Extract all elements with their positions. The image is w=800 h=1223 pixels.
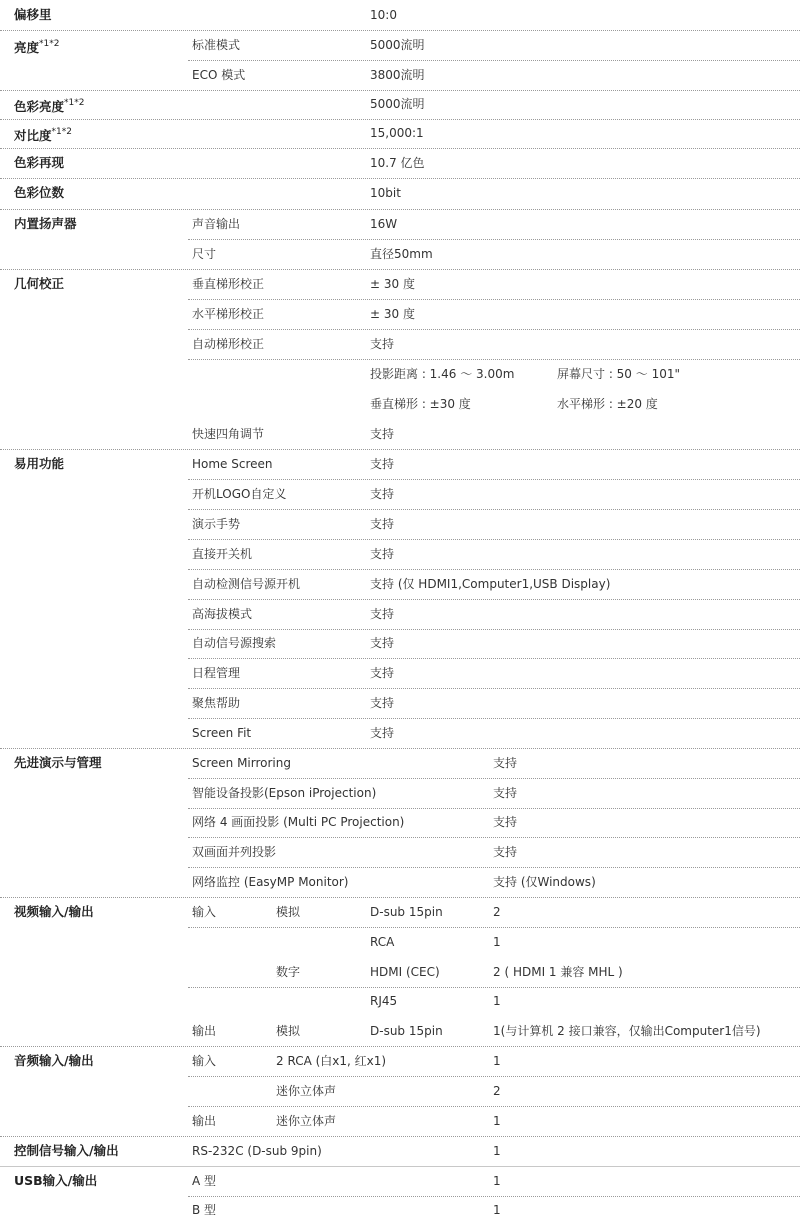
category-label [14, 456, 64, 472]
sub-item-label: 2 RCA (白x1, 红x1) [276, 1054, 387, 1068]
category-text: 易用功能 [14, 456, 65, 471]
item-label: 高海拔模式 [192, 607, 253, 621]
item-label: ECO 模式 [192, 68, 246, 82]
spec-value: 1 [493, 1203, 501, 1217]
spec-value: 支持 [493, 815, 518, 829]
category-label [14, 1053, 94, 1069]
sub-row-divider [188, 688, 800, 689]
category-label [14, 276, 64, 292]
item-label: A 型 [192, 1174, 217, 1188]
sub-item-label: 数字 [276, 965, 301, 979]
spec-value: D-sub 15pin [370, 905, 443, 919]
spec-value: 屏幕尺寸 : 50 ～ 101" [557, 367, 680, 381]
spec-value: 1(与计算机 2 接口兼容，仅输出Computer1信号) [493, 1024, 761, 1038]
row-divider [0, 1136, 800, 1137]
sub-row-divider [188, 1076, 800, 1077]
spec-value: 2 [493, 1084, 501, 1098]
spec-value: ± 30 度 [370, 307, 415, 321]
row-divider [0, 269, 800, 270]
row-divider [0, 897, 800, 898]
sub-row-divider [188, 239, 800, 240]
sub-row-divider [188, 867, 800, 868]
item-label: 网络 4 画面投影 (Multi PC Projection) [192, 815, 405, 829]
item-label: Screen Mirroring [192, 756, 291, 770]
spec-value: 支持 [370, 487, 395, 501]
category-label [14, 904, 94, 920]
row-divider [0, 178, 800, 179]
sub-row-divider [188, 808, 800, 809]
category-label [14, 1143, 119, 1159]
category-label [14, 155, 64, 171]
sub-item-label: 迷你立体声 [276, 1114, 337, 1128]
spec-value: 直径50mm [370, 247, 433, 261]
sub-row-divider [188, 569, 800, 570]
category-text: 音频输入/输出 [14, 1053, 94, 1068]
item-label: 开机LOGO自定义 [192, 487, 287, 501]
sub-row-divider [188, 329, 800, 330]
category-text: 内置扬声器 [14, 216, 77, 231]
category-text: 视频输入/输出 [14, 904, 94, 919]
item-label: 演示手势 [192, 517, 241, 531]
item-label: Home Screen [192, 457, 273, 471]
spec-value: 5000流明 [370, 38, 425, 52]
sub-row-divider [188, 299, 800, 300]
row-divider [0, 119, 800, 120]
spec-value: 1 [493, 1114, 501, 1128]
category-text: 几何校正 [14, 276, 65, 291]
item-label: 尺寸 [192, 247, 217, 261]
spec-value: 5000流明 [370, 97, 425, 111]
spec-value: 2 [493, 905, 501, 919]
item-label: 输出 [192, 1114, 217, 1128]
spec-value: 支持 (仅 HDMI1,Computer1,USB Display) [370, 577, 611, 591]
row-divider [0, 209, 800, 210]
sub-row-divider [188, 539, 800, 540]
category-text: 色彩位数 [14, 185, 65, 200]
item-label: 自动信号源搜索 [192, 636, 277, 650]
spec-value: 1 [493, 1144, 501, 1158]
item-label: 双画面并列投影 [192, 845, 277, 859]
category-text: 偏移里 [14, 7, 52, 22]
row-divider [0, 30, 800, 31]
category-label [14, 185, 64, 201]
spec-value: 2 ( HDMI 1 兼容 MHL ) [493, 965, 623, 979]
spec-value: ± 30 度 [370, 277, 415, 291]
sub-row-divider [188, 778, 800, 779]
spec-value: 支持 [493, 756, 518, 770]
category-label [14, 755, 102, 771]
spec-value: HDMI (CEC) [370, 965, 440, 979]
spec-value: 水平梯形 : ±20 度 [557, 397, 658, 411]
sub-row-divider [188, 658, 800, 659]
spec-value: 支持 [370, 457, 395, 471]
spec-value: 1 [493, 1174, 501, 1188]
sub-row-divider [188, 359, 800, 360]
sub-row-divider [188, 927, 800, 928]
spec-value: 垂直梯形 : ±30 度 [370, 397, 471, 411]
sub-row-divider [188, 718, 800, 719]
row-divider [0, 1046, 800, 1047]
spec-value: 3800流明 [370, 68, 425, 82]
category-text: USB输入/输出 [14, 1173, 98, 1188]
sub-row-divider [188, 60, 800, 61]
sub-row-divider [188, 1196, 800, 1197]
item-label: 快速四角调节 [192, 427, 265, 441]
sub-row-divider [188, 599, 800, 600]
category-label [14, 1173, 97, 1189]
item-label: 输入 [192, 1054, 217, 1068]
spec-value: 16W [370, 217, 398, 231]
sub-row-divider [188, 1106, 800, 1107]
category-text: 对比度 [14, 128, 52, 144]
category-label [14, 37, 59, 56]
spec-value: 支持 [370, 547, 395, 561]
category-label [14, 96, 84, 115]
category-text: 控制信号输入/输出 [14, 1143, 119, 1158]
item-label: 自动梯形校正 [192, 337, 265, 351]
sub-row-divider [188, 479, 800, 480]
spec-value: 投影距离 : 1.46 ～ 3.00m [370, 367, 515, 381]
item-label: 输出 [192, 1024, 217, 1038]
spec-value: 1 [493, 994, 501, 1008]
spec-value: 1 [493, 1054, 501, 1068]
item-label: 聚焦帮助 [192, 696, 241, 710]
spec-value: 支持 [370, 427, 395, 441]
row-divider [0, 1166, 800, 1167]
sub-row-divider [188, 629, 800, 630]
category-text: 亮度 [14, 40, 40, 56]
spec-value: 支持 [370, 607, 395, 621]
category-text: 先进演示与管理 [14, 755, 102, 770]
spec-value: 支持 [370, 517, 395, 531]
sub-row-divider [188, 987, 800, 988]
spec-value: 支持 (仅Windows) [493, 875, 596, 889]
item-label: 网络监控 (EasyMP Monitor) [192, 875, 349, 889]
category-text: 色彩再现 [14, 155, 65, 170]
spec-value: D-sub 15pin [370, 1024, 443, 1038]
item-label: 水平梯形校正 [192, 307, 265, 321]
spec-value: 支持 [370, 696, 395, 710]
spec-value: 10bit [370, 186, 401, 200]
footnote-marker: *1*2 [39, 39, 60, 49]
item-label: 声音输出 [192, 217, 241, 231]
item-label: 自动检测信号源开机 [192, 577, 301, 591]
item-label: B 型 [192, 1203, 217, 1217]
category-text: 色彩亮度 [14, 99, 65, 115]
sub-item-label: 模拟 [276, 905, 301, 919]
spec-value: 支持 [493, 786, 518, 800]
footnote-marker: *1*2 [51, 127, 72, 137]
spec-value: 10:0 [370, 8, 397, 22]
spec-value: 15,000:1 [370, 126, 424, 140]
item-label: 智能设备投影(Epson iProjection) [192, 786, 377, 800]
item-label: Screen Fit [192, 726, 252, 740]
spec-value: 10.7 亿色 [370, 156, 425, 170]
item-label: 直接开关机 [192, 547, 253, 561]
spec-value: 支持 [370, 666, 395, 680]
spec-value: 1 [493, 935, 501, 949]
row-divider [0, 148, 800, 149]
spec-value: RCA [370, 935, 395, 949]
row-divider [0, 449, 800, 450]
spec-value: 支持 [370, 726, 395, 740]
spec-value: 支持 [370, 636, 395, 650]
item-label: 日程管理 [192, 666, 241, 680]
footnote-marker: *1*2 [64, 98, 85, 108]
row-divider [0, 90, 800, 91]
item-label: 输入 [192, 905, 217, 919]
item-label: RS-232C (D-sub 9pin) [192, 1144, 322, 1158]
category-label [14, 125, 72, 144]
item-label: 垂直梯形校正 [192, 277, 265, 291]
spec-value: 支持 [493, 845, 518, 859]
row-divider [0, 748, 800, 749]
category-label [14, 7, 52, 23]
item-label: 标准模式 [192, 38, 241, 52]
spec-value: RJ45 [370, 994, 398, 1008]
category-label [14, 216, 77, 232]
sub-item-label: 模拟 [276, 1024, 301, 1038]
sub-row-divider [188, 509, 800, 510]
sub-row-divider [188, 837, 800, 838]
sub-item-label: 迷你立体声 [276, 1084, 337, 1098]
spec-value: 支持 [370, 337, 395, 351]
